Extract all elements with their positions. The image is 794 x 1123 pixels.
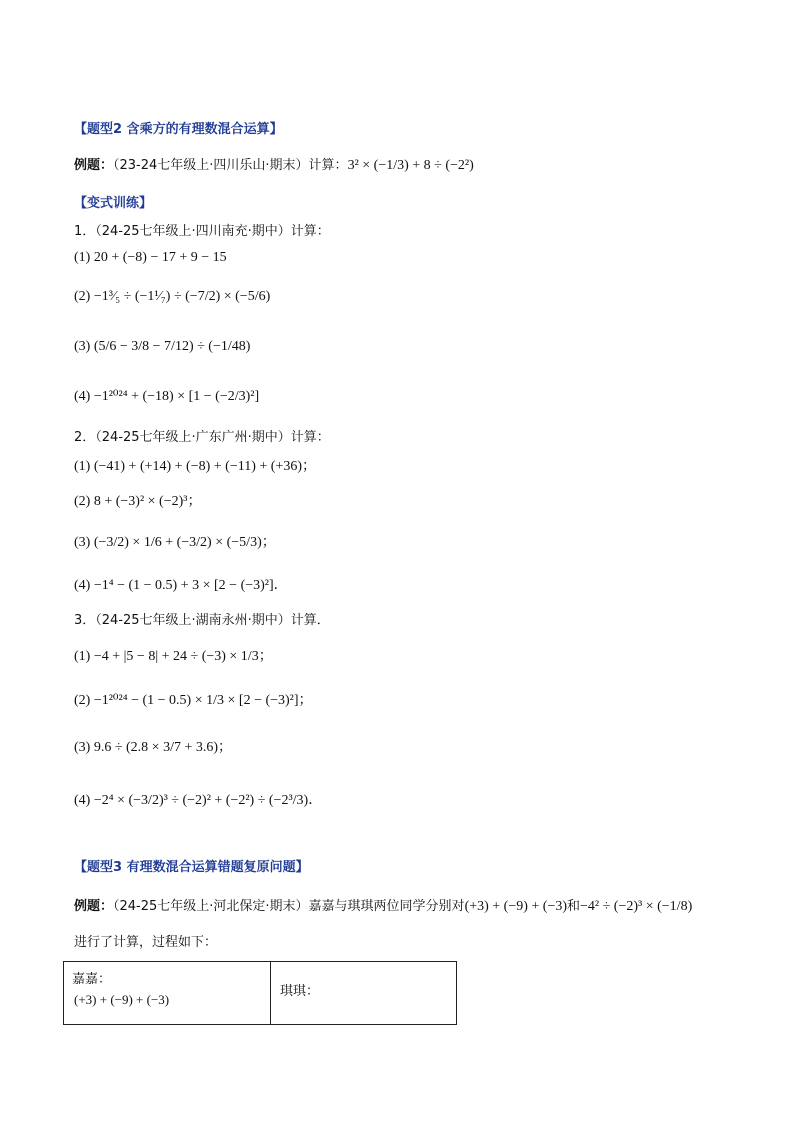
section3-heading: 【题型3 有理数混合运算错题复原问题】 <box>74 860 309 875</box>
problem-3-intro: 3．（24-25七年级上·湖南永州·期中）计算． <box>74 613 330 628</box>
section2-example <box>74 155 474 176</box>
problem-2-item-2: (2) 8 + (−3)² × (−2)³； <box>74 494 202 509</box>
problem-3-item-2: (2) −1²⁰²⁴ − (1 − 0.5) × 1/3 × [2 − (−3)²]； <box>74 693 313 708</box>
problem-1-item-1: (1) 20 + (−8) − 17 + 9 − 15 <box>74 250 227 265</box>
problem-1-item-2: (2) −1³⁄₅ ÷ (−1¹⁄₇) ÷ (−7/2) × (−5/6) <box>74 289 271 304</box>
right-cell-name: 琪琪： <box>280 984 320 999</box>
section2-heading: 【题型2 含乘方的有理数混合运算】 <box>74 122 283 137</box>
expression-a: (+3) + (−9) + (−3) <box>464 899 568 914</box>
variant-heading: 【变式训练】 <box>74 196 153 211</box>
left-cell-name: 嘉嘉： <box>72 972 112 987</box>
problem-3-item-4: (4) −2⁴ × (−3/2)³ ÷ (−2)² + (−2²) ÷ (−2³/3)． <box>74 793 323 808</box>
problem-1-item-4: (4) −1²⁰²⁴ + (−18) × [1 − (−2/3)²] <box>74 389 260 404</box>
problem-2-item-3: (3) (−3/2) × 1/6 + (−3/2) × (−5/3)； <box>74 535 276 550</box>
problem-3-item-3: (3) 9.6 ÷ (2.8 × 3/7 + 3.6)； <box>74 740 233 755</box>
problem-1-item-3: (3) (5/6 − 3/8 − 7/12) ÷ (−1/48) <box>74 339 251 354</box>
problem-2-item-4: (4) −1⁴ − (1 − 0.5) + 3 × [2 − (−3)²]． <box>74 578 288 593</box>
table-divider <box>270 962 271 1024</box>
and-word: 和 <box>567 899 581 914</box>
problem-2-item-1: (1) (−41) + (+14) + (−8) + (−11) + (+36)； <box>74 459 316 474</box>
section3-continuation: 进行了计算，过程如下： <box>74 935 218 950</box>
expression-b: −4² ÷ (−2)³ × (−1/8) <box>580 899 693 914</box>
example-text: （23-24七年级上·四川乐山·期末）计算： <box>113 158 348 173</box>
problem-2-intro: 2．（24-25七年级上·广东广州·期中）计算： <box>74 430 330 445</box>
example-text: （24-25七年级上·河北保定·期末）嘉嘉与琪琪两位同学分别对 <box>113 899 465 914</box>
problem-1-intro: 1．（24-25七年级上·四川南充·期中）计算： <box>74 224 330 239</box>
example-label: 例题： <box>74 899 114 914</box>
problem-3-item-1: (1) −4 + |5 − 8| + 24 ÷ (−3) × 1/3； <box>74 649 273 664</box>
section3-example <box>74 896 692 917</box>
example-expression: 3² × (−1/3) + 8 ÷ (−2²) <box>347 158 474 173</box>
solution-table <box>63 961 457 1025</box>
example-label: 例题： <box>74 158 114 173</box>
left-cell-expression: (+3) + (−9) + (−3) <box>74 992 170 1007</box>
